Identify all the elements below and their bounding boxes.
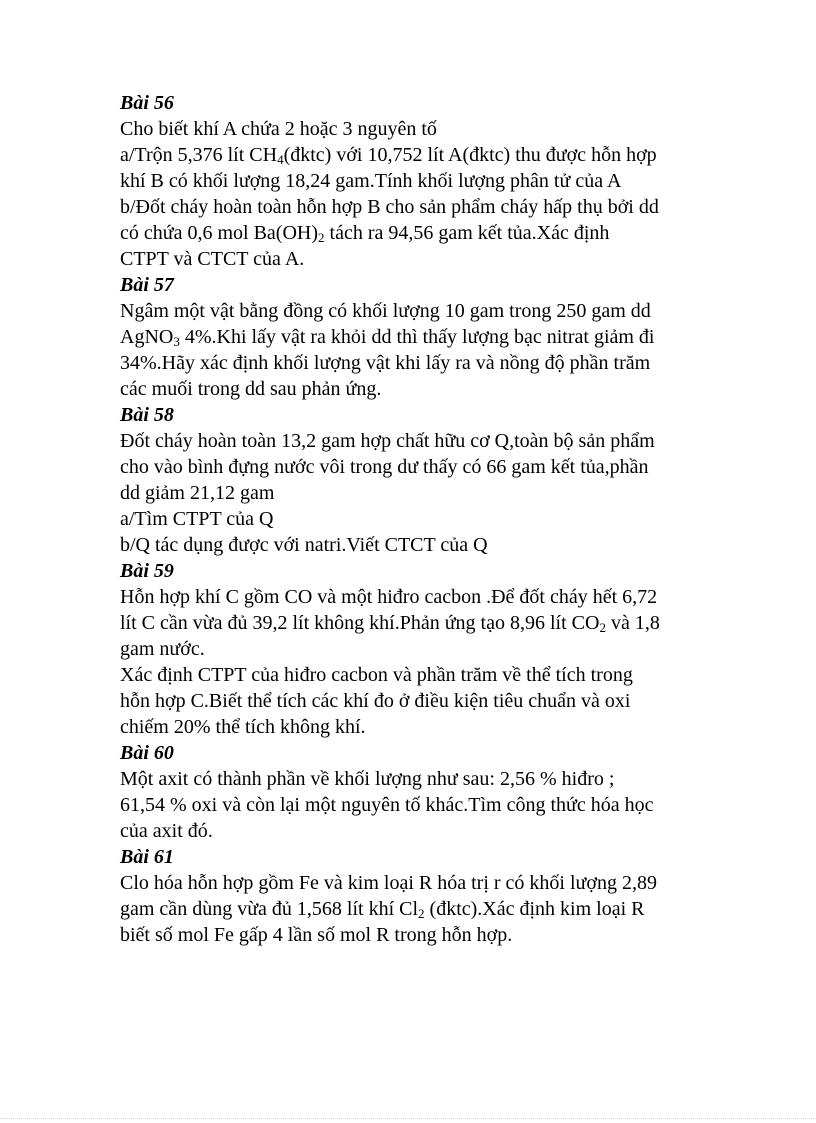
- text-run: Hỗn hợp khí C gồm CO và một hiđro cacbon .Để đốt cháy hết 6,72: [120, 586, 658, 608]
- text-run: chiếm 20% thể tích không khí.: [120, 716, 366, 738]
- problem-title: Bài 61: [120, 846, 174, 868]
- subscript: 4: [277, 152, 284, 167]
- text-run: hỗn hợp C.Biết thể tích các khí đo ở điều kiện tiêu chuẩn và oxi: [120, 690, 631, 712]
- text-run: Một axit có thành phần về khối lượng như sau: 2,56 % hiđro ;: [120, 768, 615, 790]
- text-line: [120, 194, 720, 220]
- document-body: [120, 90, 720, 948]
- text-line: [120, 506, 720, 532]
- page-bottom-divider: [0, 1118, 816, 1119]
- text-run: 4%.Khi lấy vật ra khỏi dd thì thấy lượng bạc nitrat giảm đi: [179, 326, 655, 348]
- text-run: Xác định CTPT của hiđro cacbon và phần trăm về thể tích trong: [120, 664, 633, 686]
- text-run: 61,54 % oxi và còn lại một nguyên tố khác.Tìm công thức hóa học: [120, 794, 654, 816]
- text-line: [120, 584, 720, 610]
- text-line: [120, 350, 720, 376]
- problem-title: Bài 59: [120, 560, 174, 582]
- text-run: AgNO: [120, 326, 174, 348]
- text-line: [120, 480, 720, 506]
- text-line: [120, 922, 720, 948]
- text-line: [120, 688, 720, 714]
- problem-section: [120, 558, 720, 740]
- text-run: Đốt cháy hoàn toàn 13,2 gam hợp chất hữu cơ Q,toàn bộ sản phẩm: [120, 430, 655, 452]
- problem-title: Bài 58: [120, 404, 174, 426]
- problem-section: [120, 402, 720, 558]
- problem-section: [120, 844, 720, 948]
- problem-title: Bài 57: [120, 274, 174, 296]
- text-line: [120, 428, 720, 454]
- text-run: biết số mol Fe gấp 4 lần số mol R trong hỗn hợp.: [120, 924, 513, 946]
- text-run: gam cần dùng vừa đủ 1,568 lít khí Cl: [120, 898, 419, 920]
- subscript: 2: [318, 230, 325, 245]
- problem-section: [120, 272, 720, 402]
- text-line: [120, 220, 720, 246]
- text-run: có chứa 0,6 mol Ba(OH): [120, 222, 319, 244]
- text-line: [120, 246, 720, 272]
- text-line: [120, 298, 720, 324]
- text-line: [120, 636, 720, 662]
- text-run: tách ra 94,56 gam kết tủa.Xác định: [324, 222, 610, 244]
- text-run: a/Trộn 5,376 lít CH: [120, 144, 278, 166]
- text-run: (đktc).Xác định kim loại R: [424, 898, 645, 920]
- text-line: [120, 532, 720, 558]
- text-run: b/Q tác dụng được với natri.Viết CTCT của Q: [120, 534, 488, 556]
- text-run: Clo hóa hỗn hợp gồm Fe và kim loại R hóa trị r có khối lượng 2,89: [120, 872, 657, 894]
- problem-title: Bài 56: [120, 92, 174, 114]
- text-line: [120, 766, 720, 792]
- problem-section: [120, 90, 720, 272]
- text-line: [120, 142, 720, 168]
- text-run: gam nước.: [120, 638, 205, 660]
- text-line: [120, 324, 720, 350]
- text-run: của axit đó.: [120, 820, 213, 842]
- text-line: [120, 116, 720, 142]
- text-run: (đktc) với 10,752 lít A(đktc) thu được hỗn hợp: [283, 144, 657, 166]
- text-run: a/Tìm CTPT của Q: [120, 508, 274, 530]
- text-run: 34%.Hãy xác định khối lượng vật khi lấy ra và nồng độ phần trăm: [120, 352, 651, 374]
- text-line: [120, 896, 720, 922]
- problem-title: Bài 60: [120, 742, 174, 764]
- text-line: [120, 454, 720, 480]
- text-run: CTPT và CTCT của A.: [120, 248, 305, 270]
- text-run: khí B có khối lượng 18,24 gam.Tính khối lượng phân tử của A: [120, 170, 622, 192]
- subscript: 2: [599, 620, 606, 635]
- text-run: b/Đốt cháy hoàn toàn hỗn hợp B cho sản phẩm cháy hấp thụ bởi dd: [120, 196, 659, 218]
- text-run: và 1,8: [605, 612, 660, 634]
- text-line: [120, 662, 720, 688]
- problem-section: [120, 740, 720, 844]
- subscript: 2: [418, 906, 425, 921]
- text-line: [120, 792, 720, 818]
- text-line: [120, 818, 720, 844]
- text-run: dd giảm 21,12 gam: [120, 482, 275, 504]
- text-line: [120, 714, 720, 740]
- text-run: cho vào bình đựng nước vôi trong dư thấy có 66 gam kết tủa,phần: [120, 456, 649, 478]
- text-run: Cho biết khí A chứa 2 hoặc 3 nguyên tố: [120, 118, 437, 140]
- text-run: Ngâm một vật bằng đồng có khối lượng 10 gam trong 250 gam dd: [120, 300, 651, 322]
- text-line: [120, 870, 720, 896]
- text-line: [120, 610, 720, 636]
- subscript: 3: [173, 334, 180, 349]
- text-run: lít C cần vừa đủ 39,2 lít không khí.Phản ứng tạo 8,96 lít CO: [120, 612, 600, 634]
- text-line: [120, 376, 720, 402]
- text-run: các muối trong dd sau phản ứng.: [120, 378, 382, 400]
- text-line: [120, 168, 720, 194]
